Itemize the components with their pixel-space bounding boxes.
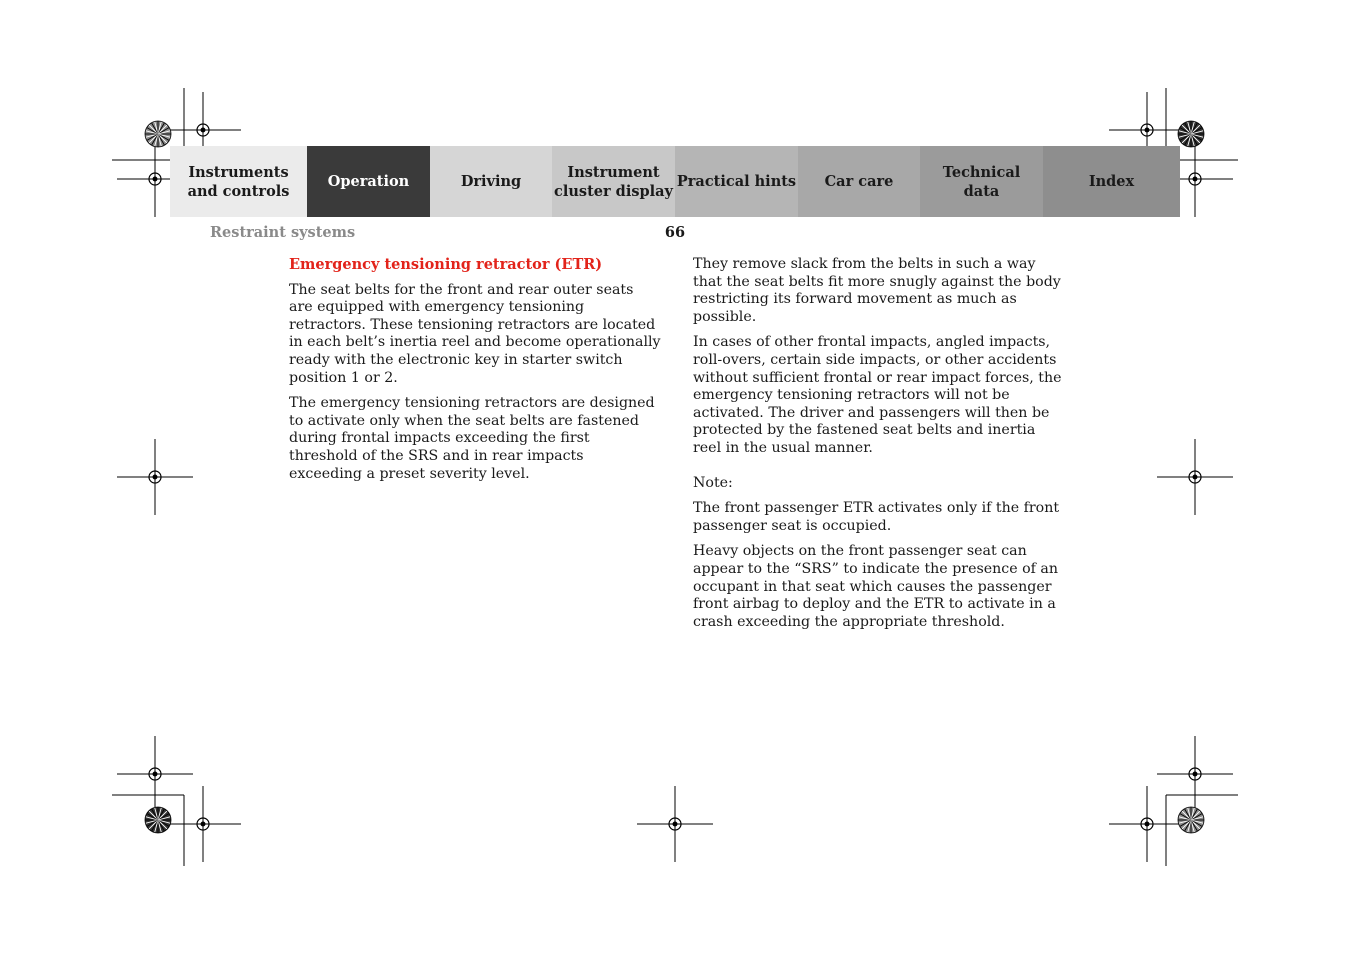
registration-crosshair [637,786,713,862]
registration-star-target [145,807,171,833]
paragraph: In cases of other frontal impacts, angled impacts, roll-overs, certain side impacts, or other accidents without sufficient frontal or rear impact forces, the emergency tensioning retractors will not be activated. The driver and passengers will then be protected by the fastened seat belts and inertia reel in the usual manner. [693,334,1062,456]
tab-technical-data[interactable]: Technical data [920,146,1043,217]
section-tabs [170,146,1180,217]
note-paragraph: Heavy objects on the front passenger seat can appear to the “SRS” to indicate the presence of an occupant in that seat which causes the passenger front airbag to deploy and the ETR to activate in a crash exceeding the appropriate threshold. [693,543,1059,630]
left-column [289,256,661,491]
right-column [693,256,1065,639]
registration-crosshair [1109,786,1185,862]
note-paragraph: The front passenger ETR activates only if the front passenger seat is occupied. [693,500,1060,534]
paragraph: They remove slack from the belts in such a way that the seat belts fit more snugly against the body restricting its forward movement as much as possible. [693,256,1061,325]
registration-crosshair [1157,439,1233,515]
registration-star-target [145,121,171,147]
registration-star-target [1178,807,1204,833]
page-number: 66 [664,224,686,241]
tab-car-care[interactable]: Car care [798,146,920,217]
tab-practical-hints[interactable]: Practical hints [675,146,798,217]
registration-crosshair [117,736,193,812]
section-heading: Emergency tensioning retractor (ETR) [289,256,603,273]
tab-instrument-cluster-display[interactable]: Instrument cluster display [552,146,675,217]
registration-star-target [1178,121,1204,147]
note-label: Note: [693,474,733,491]
registration-crosshair [1157,736,1233,812]
registration-crosshair [165,786,241,862]
tab-driving[interactable]: Driving [430,146,552,217]
section-title: Restraint systems [210,224,356,241]
paragraph: The seat belts for the front and rear outer seats are equipped with emergency tensioning retractors. These tensioning retractors are located in each belt’s inertia reel and become operationally ready with the electronic key in starter switch position 1 or 2. [289,281,661,386]
tab-operation[interactable]: Operation [307,146,430,217]
tab-instruments-and-controls[interactable]: Instruments and controls [170,146,307,217]
paragraph: The emergency tensioning retractors are designed to activate only when the seat belts are fastened during frontal impacts exceeding the first threshold of the SRS and in rear impacts exceeding a preset severity level. [289,395,655,482]
registration-crosshair [117,439,193,515]
tab-index[interactable]: Index [1043,146,1180,217]
